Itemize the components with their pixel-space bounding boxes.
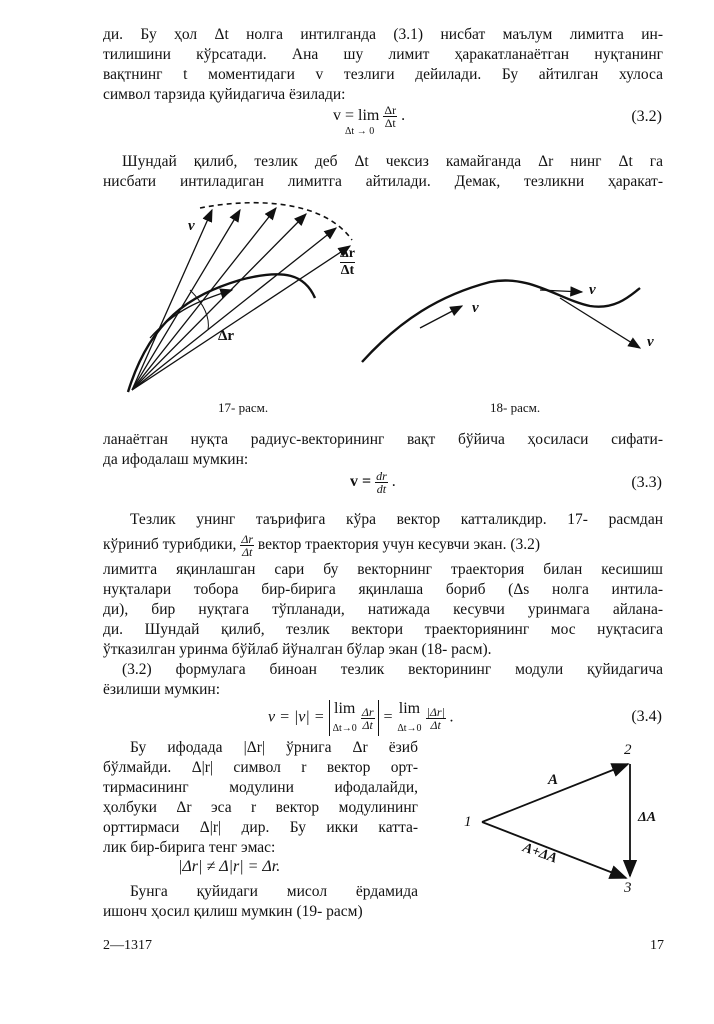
frac-den: Δt [241,545,253,559]
text-line: Шундай қилиб, тезлик деб Δt чексиз камайганда Δr нинг Δt га [122,153,663,170]
eq-limit-sub: Δt → 0 [345,126,375,137]
text-line: вақтнинг t моментидаги v тезлиги дейилади. Бу айтилган хулоса [103,66,663,83]
fig19-point-1: 1 [464,814,472,830]
frac-num: Δr [241,532,254,546]
eq-numerator: |Δr| [426,704,445,719]
text-line: (3.2) формулага биноан тезлик векторининг модули қуйидагича [122,661,663,678]
footer-left: 2—1317 [103,938,152,953]
fig19-label-a: A [548,772,559,788]
eq-denominator: Δt [384,116,396,130]
eq-equals: = [382,708,394,726]
text-line: ўтказилган уринма бўйлаб йўналган бўлар экан (18- расм). [103,641,492,658]
text-line: ланаётган нуқта радиус-векторининг вақт бўйича ҳосиласи сифати- [103,431,663,448]
text-line: ди. Бу ҳол Δt нолга интилганда (3.1) нисбат маълум лимитга ин- [103,26,663,43]
fig18-caption: 18- расм. [490,400,541,415]
eq-lim-sub: Δt→0 [397,723,422,734]
text-line: ёзилиши мумкин: [103,681,221,698]
fig19-label-apda: A+ΔA [520,840,560,867]
text-line: лимитга яқинлашган сари бу векторнинг траектория билан кесишиш [103,561,663,578]
text-line: орттирмаси Δ|r| дир. Бу икки катта- [103,819,418,836]
equation-inequality: |Δr| ≠ Δ|r| = Δr. [178,858,281,875]
text-line: символ тарзида қуйидагича ёзилади: [103,86,346,103]
fig18-label-v: v [589,282,596,298]
equation-number: (3.2) [631,108,662,125]
eq-lhs: v = lim [333,107,380,125]
eq-tail: . [401,107,406,125]
eq-lhs: v = |v| = [268,708,325,726]
fig18-label-v: v [647,334,654,350]
fig17-label-v: v [188,218,195,234]
text-line: Бу ифодада |Δr| ўрнига Δr ёзиб [130,739,418,756]
inline-text: кўриниб турибдики, [103,536,237,554]
fig19-label-da: ΔA [638,810,657,825]
text-line: нисбати интиладиган лимитга айтилади. Демак, тезликни ҳаракат- [103,173,663,190]
eq-lim-sub: Δt→0 [332,723,357,734]
eq-lim: lim [334,700,356,717]
text-line: ишонч ҳосил қилиш мумкин (19- расм) [103,903,363,920]
text-line: ҳолбуки Δr эса r вектор модулининг [103,799,418,816]
page-number: 17 [650,938,664,953]
fig18-label-v: v [472,300,479,316]
text-line: нуқталари тобора бир-бирига яқинлаша бориб (Δs нолга интила- [103,581,663,598]
fig19-point-2: 2 [624,742,632,758]
fig17-caption: 17- расм. [218,400,269,415]
text-line: Тезлик унинг таърифига кўра вектор катталикдир. 17- расмдан [130,511,663,528]
eq-lhs: v = [350,473,372,491]
text-line: Бунга қуйидаги мисол ёрдамида [130,883,418,900]
equation-number: (3.4) [631,708,662,725]
text-line: тилишини кўрсатади. Ана шу лимит ҳаракатланаётган нуқтанинг [103,46,663,63]
text-line: лик бир-бирига тенг эмас: [103,839,276,856]
ratio-num: Δr [340,246,355,261]
text-line: тирмасининг модулини ифодалайди, [103,779,418,796]
eq-denominator: Δt [362,717,373,732]
text-line: да ифодалаш мумкин: [103,451,249,468]
text-line: ди), бир нуқтага тўпланади, натижада кесувчи уринмага айлана- [103,601,663,618]
eq-lim: lim [398,700,421,717]
eq-tail: . [449,708,454,726]
eq-denominator: dt [376,482,387,496]
inline-text: вектор траектория учун кесувчи экан. (3.2) [257,536,541,554]
eq-numerator: Δr [361,704,374,719]
eq-denominator: Δt [430,717,441,732]
text-line: ди. Шундай қилиб, тезлик вектори траекториянинг мос нуқтасига [103,621,663,638]
eq-tail: . [391,473,396,491]
text-line: бўлмайди. Δ|r| символ r вектор орт- [103,759,418,776]
eq-numerator: dr [376,469,387,483]
eq-numerator: Δr [384,103,397,117]
fig19-point-3: 3 [624,880,632,896]
equation-number: (3.3) [631,474,662,491]
ratio-den: Δt [340,263,355,278]
fig17-label-dr: Δr [218,328,235,344]
